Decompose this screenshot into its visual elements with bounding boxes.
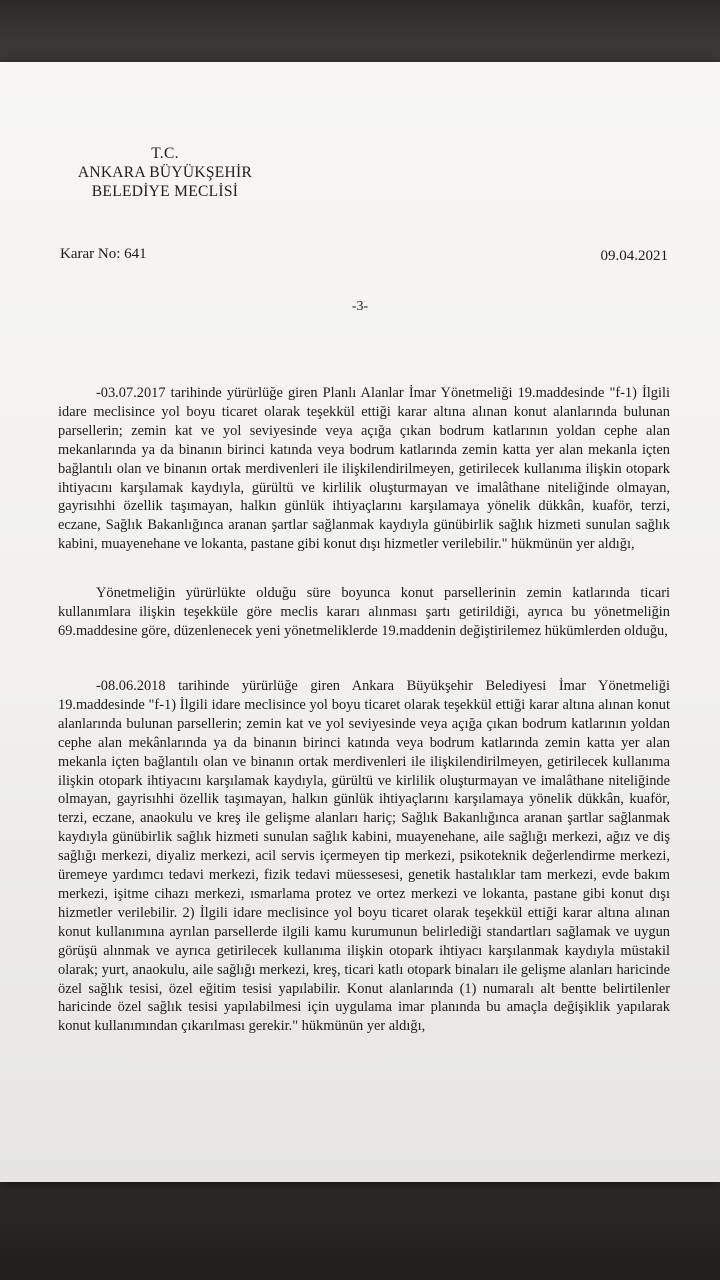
paragraph-3 <box>58 677 670 1036</box>
header-line-council: BELEDİYE MECLİSİ <box>91 183 239 200</box>
paragraph-2-text: Yönetmeliğin yürürlükte olduğu süre boyunca konut parsellerinin zemin katlarında ticari kullanımlara ilişkin teşekküle göre meclis kararı alınması şartı getirildiği, ayrıca bu yönetmeliğin 69.maddesine göre, düzenlenecek yeni yönetmeliklerde 19.maddenin değiştirilemez hükümlerden olduğu, <box>58 585 670 639</box>
decision-number: Karar No: 641 <box>60 246 147 262</box>
decision-date: 09.04.2021 <box>600 248 668 264</box>
paragraph-3-text: -08.06.2018 tarihinde yürürlüğe giren Ankara Büyükşehir Belediyesi İmar Yönetmeliği 19.maddesinde "f-1) İlgili idare meclisince yol boyu ticaret olarak teşekkül ettiği karar altına alınan konut alanlarında bulunan parsellerin; zemin kat ve yol seviyesinde veya açığa çıkan bodrum katlarının yoldan cephe alan mekânlarında ya da binanın birinci katında veya bodrum katlarında zemin katta yer alan mekanla içten bağlantılı olan ve binanın ortak merdivenleri ile ilişkilendirilmeyen, getirilecek kullanıma ilişkin otopark ihtiyacını karşılamak kaydıyla, gürültü ve kirlilik oluşturmayan ve imalâthane niteliğinde olmayan, gayrisıhhi özellik taşımayan, halkın günlük ihtiyaçlarını karşılamaya yönelik dükkân, kuaför, terzi, eczane, anaokulu ve kreş ile gelişme alanları hariç; Sağlık Bakanlığınca aranan şartlar sağlanmak kaydıyla günübirlik sağlık hizmeti sunulan sağlık kabini, muayenehane, aile sağlığı merkezi, ağız ve diş sağlığı merkezi, diyaliz merkezi, acil servis içermeyen tip merkezi, psikoteknik değerlendirme merkezi, üremeye yardımcı tedavi merkezi, fizik tedavi müessesesi, genetik hastalıklar tam merkezi, evde bakım merkezi, işitme cihazı merkezi, ısmarlama protez ve ortez merkezi ve lokanta, pastane gibi konut dışı hizmetler verilebilir. 2) İlgili idare meclisince yol boyu ticaret olarak teşekkül ettiği karar altına alınan konut kullanımına ayrılan parsellerde ilgili kamu kurumunun belirlediği standartları sağlamak ve uygun görüşü alınmak ve ayrıca getirilecek kullanıma ilişkin otopark ihtiyacı karşılanmak kaydıyla müstakil olarak; yurt, anaokulu, aile sağlığı merkezi, kreş, ticari katlı otopark binaları ile gelişme alanları haricinde özel sağlık tesisi, özel eğitim tesisi yapılabilir. Konut alanlarında (1) numaralı alt bentte belirtilenler haricinde özel sağlık tesisi yapılabilmesi için uygulama imar planında bu amaçla değişiklik yapılarak konut kullanımından çıkarılması gerekir." hükmünün yer aldığı, <box>58 678 670 1035</box>
page-number: -3- <box>351 299 369 314</box>
document-header <box>0 144 330 201</box>
paragraph-1-text: -03.07.2017 tarihinde yürürlüğe giren Planlı Alanlar İmar Yönetmeliği 19.maddesinde "f-1) İlgili idare meclisince yol boyu ticaret olarak teşekkül ettiği karar altına alınan konut alanlarında bulunan parsellerin; zemin kat ve yol seviyesinde veya açığa çıkan bodrum katlarının yoldan cephe alan mekanlarında ya da binanın birinci katında veya bodrum katlarında zemin katta yer alan mekanla içten bağlantılı olan ve binanın ortak merdivenleri ile ilişkilendirilmeyen, getirilecek kullanıma ilişkin otopark ihtiyacını karşılamak kaydıyla, gürültü ve kirlilik oluşturmayan ve imalâthane niteliğinde olmayan, gayrisıhhi özellik taşımayan, halkın günlük ihtiyaçlarını karşılamaya yönelik dükkân, kuaför, terzi, eczane, Sağlık Bakanlığınca aranan şartlar sağlanmak kaydıyla günübirlik sağlık hizmeti sunulan sağlık kabini, muayenehane ve lokanta, pastane gibi konut dışı hizmetler verilebilir." hükmünün yer aldığı, <box>58 385 670 553</box>
document-page <box>0 62 720 1182</box>
paragraph-2 <box>58 584 670 641</box>
header-line-tc: T.C. <box>151 145 179 162</box>
paragraph-1 <box>58 384 670 554</box>
header-line-municipality: ANKARA BÜYÜKŞEHİR <box>77 164 253 181</box>
